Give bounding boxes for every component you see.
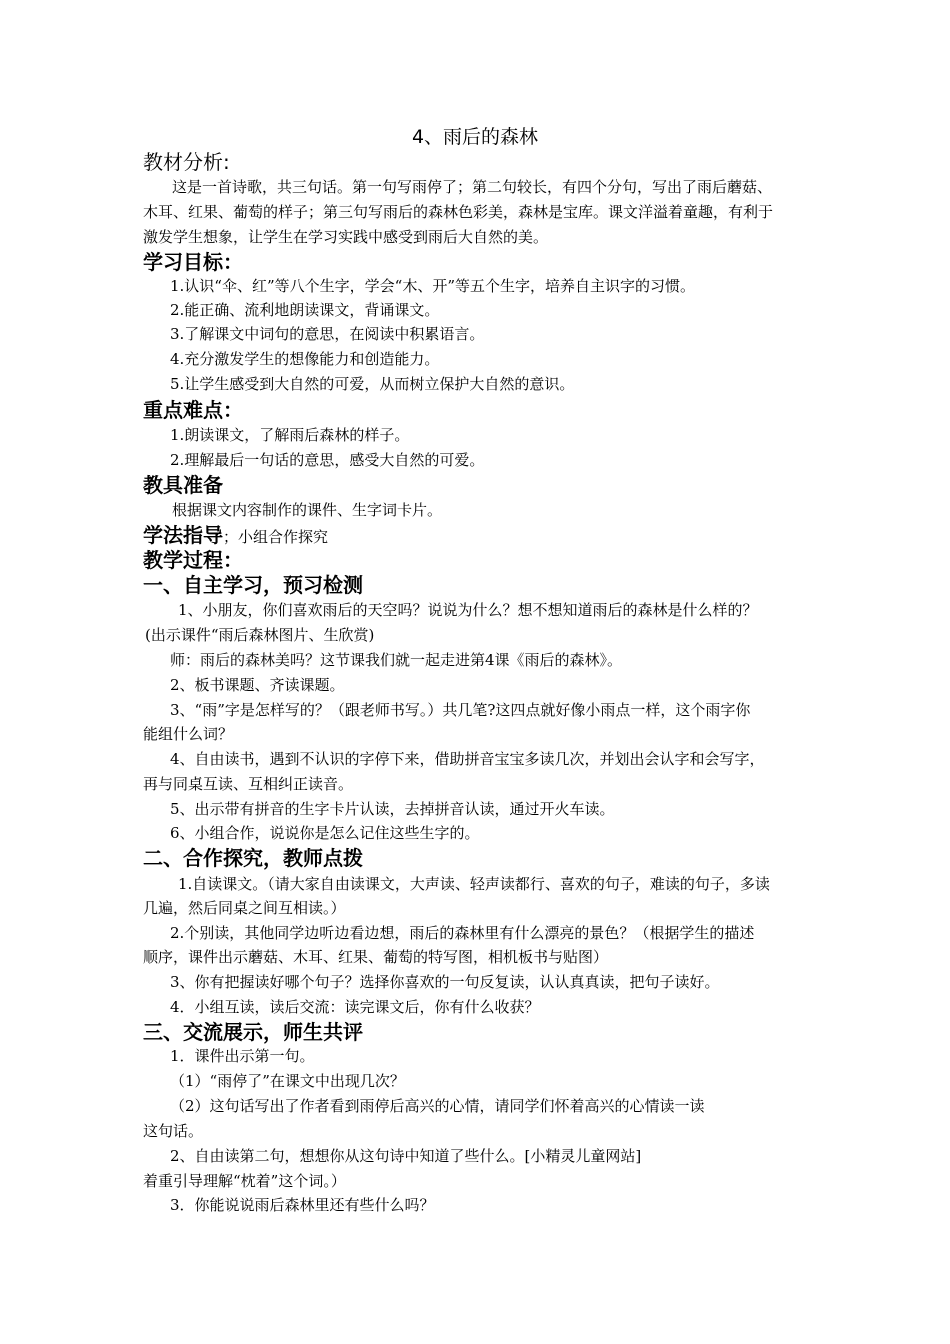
goal-item: 4.充分激发学生的想像能力和创造能力。 xyxy=(170,350,440,368)
section1-line: 师：雨后的森林美吗？这节课我们就一起走进第4课《雨后的森林》。 xyxy=(170,651,623,669)
analysis-heading xyxy=(143,150,230,174)
goal-item: 2.能正确、流利地朗读课文，背诵课文。 xyxy=(170,301,440,319)
key-heading: 重点难点： xyxy=(143,398,243,422)
section1-line: 能组什么词？ xyxy=(143,725,234,743)
goal-item: 5.让学生感受到大自然的可爱，从而树立保护大自然的意识。 xyxy=(170,375,575,393)
method-text: ；小组合作探究 xyxy=(223,528,329,546)
section2-line: 顺序，课件出示蘑菇、木耳、红果、葡萄的特写图，相机板书与贴图） xyxy=(143,948,609,966)
section3-line: （1）“雨停了”在课文中出现几次？ xyxy=(170,1072,405,1090)
section3-line: 这句话。 xyxy=(143,1122,204,1140)
key-item: 1.朗读课文，了解雨后森林的样子。 xyxy=(170,426,410,444)
section2-line: 4．小组互读，读后交流：读完课文后，你有什么收获？ xyxy=(170,998,540,1016)
section1-line: 1、小朋友，你们喜欢雨后的天空吗？说说为什么？想不想知道雨后的森林是什么样的？ xyxy=(178,601,758,619)
section2-line: 2.个别读，其他同学边听边看边想，雨后的森林里有什么漂亮的景色？（根据学生的描述 xyxy=(170,924,755,942)
section1-line: 4、自由读书，遇到不认识的字停下来，借助拼音宝宝多读几次，并划出会认字和会写字， xyxy=(170,750,765,768)
analysis-heading-text: 教材分析 xyxy=(143,150,223,174)
section2-line: 3、你有把握读好哪个句子？选择你喜欢的一句反复读，认认真真读，把句子读好。 xyxy=(170,973,720,991)
section3-line: 着重引导理解“枕着”这个词。） xyxy=(143,1172,346,1190)
goal-item: 1.认识“伞、红”等八个生字，学会“木、开”等五个生字，培养自主识字的习惯。 xyxy=(170,277,695,295)
section1-line: 5、出示带有拼音的生字卡片认读，去掉拼音认读，通过开火车读。 xyxy=(170,800,615,818)
section3-line: （2）这句话写出了作者看到雨停后高兴的心情，请同学们怀着高兴的心情读一读 xyxy=(170,1097,705,1115)
section1-line: (出示课件“雨后森林图片、生欣赏) xyxy=(145,626,375,644)
section1-line: 6、小组合作，说说你是怎么记住这些生字的。 xyxy=(170,824,480,842)
section1-line: 2、板书课题、齐读课题。 xyxy=(170,676,345,694)
tools-text: 根据课文内容制作的课件、生字词卡片。 xyxy=(172,501,443,519)
method-heading-text: 学法指导 xyxy=(143,523,223,547)
analysis-line-1: 这是一首诗歌，共三句话。第一句写雨停了；第二句较长，有四个分句，写出了雨后蘑菇、 xyxy=(172,178,773,196)
section3-line: 3．你能说说雨后森林里还有些什么吗？ xyxy=(170,1196,435,1214)
goals-heading: 学习目标： xyxy=(143,250,243,274)
section3-line: 2、自由读第二句，想想你从这句诗中知道了些什么。[小精灵儿童网站] xyxy=(170,1147,642,1165)
section1-line: 再与同桌互读、互相纠正读音。 xyxy=(143,775,354,793)
section2-heading: 二、合作探究，教师点拨 xyxy=(143,846,363,870)
analysis-line-2: 木耳、红果、葡萄的样子；第三句写雨后的森林色彩美，森林是宝库。课文洋溢着童趣，有利于 xyxy=(143,203,774,221)
method-heading xyxy=(143,523,328,549)
goal-item: 3.了解课文中词句的意思，在阅读中积累语言。 xyxy=(170,325,485,343)
section1-line: 3、“雨”字是怎样写的？（跟老师书写。）共几笔?这四点就好像小雨点一样，这个雨字你 xyxy=(170,701,751,719)
section2-line: 几遍，然后同桌之间互相读。） xyxy=(143,899,346,917)
section3-heading: 三、交流展示，师生共评 xyxy=(143,1020,363,1044)
section1-heading: 一、自主学习，预习检测 xyxy=(143,573,363,597)
section2-line: 1.自读课文。（请大家自由读课文，大声读、轻声读都行、喜欢的句子，难读的句子，多读 xyxy=(178,875,770,893)
analysis-heading-colon: : xyxy=(223,150,230,174)
section3-line: 1．课件出示第一句。 xyxy=(170,1047,315,1065)
page-title: 4、雨后的森林 xyxy=(411,126,539,148)
tools-heading: 教具准备 xyxy=(143,473,223,497)
process-heading: 教学过程： xyxy=(143,548,243,572)
key-item: 2.理解最后一句话的意思，感受大自然的可爱。 xyxy=(170,451,485,469)
analysis-line-3: 激发学生想象，让学生在学习实践中感受到雨后大自然的美。 xyxy=(143,228,549,246)
